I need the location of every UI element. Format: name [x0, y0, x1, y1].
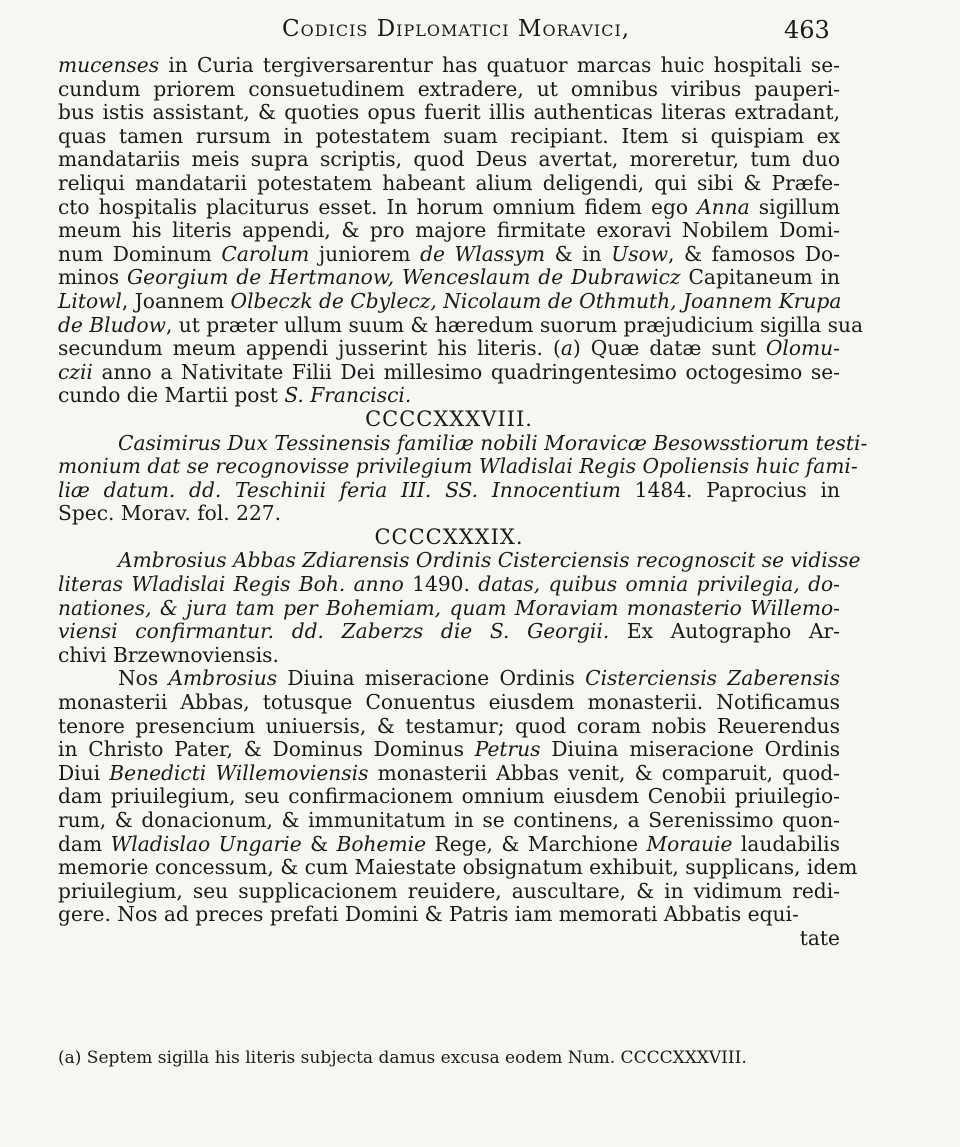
text-segment: de Wlassym — [420, 241, 546, 266]
text-segment: mucenses — [58, 53, 160, 77]
text-segment: cundum priorem consuetudinem extradere, ut omnibus viribus pauperi- — [58, 76, 840, 101]
entry-number-438: CCCCXXXVIII. — [365, 406, 533, 431]
text-segment: liæ datum. dd. Teschinii feria III. SS. Innocentium — [58, 477, 621, 502]
text-line — [58, 454, 858, 479]
text-segment: quas tamen rursum in potestatem suam recipiant. Item si quispiam ex — [58, 123, 840, 148]
text-line — [58, 644, 840, 668]
text-segment: cto hospitalis placiturus esset. In horum omnium fidem ego — [58, 194, 698, 219]
text-segment: monasterii Abbas venit, & comparuit, quod- — [368, 760, 840, 785]
text-line — [58, 833, 840, 857]
text-segment: & in — [545, 241, 612, 266]
text-segment: memorie concessum, & cum Maiestate obsignatum exhibuit, supplicans, idem — [58, 855, 858, 880]
text-segment: Ambrosius — [168, 666, 278, 691]
text-segment: laudabilis — [732, 831, 840, 856]
text-segment: , ut præter ullum suum & hæredum suorum præjudicium sigilla sua — [165, 312, 864, 337]
entry-number-439: CCCCXXXIX. — [374, 524, 524, 549]
text-segment: Bohemie — [336, 831, 427, 856]
text-segment: Rege, & Marchione — [426, 831, 647, 856]
text-segment: mandatariis meis supra scriptis, quod Deus avertat, moreretur, tum duo — [58, 147, 840, 172]
text-segment: Casimirus Dux Tessinensis familiæ nobili Moravicæ Besowsstiorum testi- — [118, 430, 868, 455]
text-segment: in Christo Pater, & Dominus Dominus — [58, 737, 475, 762]
paragraph-2 — [58, 666, 858, 927]
text-segment: Diuina miseracione Ordinis — [540, 737, 840, 762]
text-segment: Litowl — [58, 288, 122, 313]
text-segment: juniorem — [309, 241, 421, 266]
text-segment: secundum meum appendi jusserint his literis. ( — [58, 336, 561, 361]
text-line — [58, 54, 840, 78]
text-segment: Wladislao Ungarie — [110, 831, 302, 856]
text-segment: nationes, & jura tam per Bohemiam, quam Moraviam monasterio Willemo- — [58, 595, 840, 620]
text-segment: reliqui mandatarii potestatem habeant alium deligendi, qui sibi & Præfe- — [58, 170, 840, 195]
text-segment: dam — [58, 831, 111, 856]
text-segment: literas Wladislai Regis Boh. anno — [58, 572, 404, 597]
text-segment: monium dat se recognovisse privilegium Wladislai Regis Opoliensis huic fami- — [58, 454, 858, 479]
text-segment: Spec. Morav. fol. 227. — [58, 501, 282, 526]
text-segment: ) Quæ datæ sunt — [572, 336, 766, 361]
text-line — [58, 548, 861, 573]
text-segment: , Joannem — [121, 288, 231, 313]
text-segment: Olomu- — [765, 336, 841, 361]
text-line — [58, 361, 840, 385]
text-segment: tenore presencium uniuersis, & testamur; quod coram nobis Reuerendus — [58, 713, 840, 738]
text-line — [58, 172, 840, 196]
text-segment: Anna — [697, 194, 750, 219]
text-segment: sigillum — [749, 194, 841, 219]
text-line — [58, 148, 840, 172]
text-segment: gere. Nos ad preces prefati Domini & Patris iam memorati Abbatis equi- — [58, 902, 799, 927]
text-segment: Nos — [118, 666, 169, 691]
text-segment: de Bludow — [58, 312, 166, 337]
entry-438-summary — [58, 430, 868, 526]
text-segment: Diui — [58, 760, 110, 785]
running-head — [0, 14, 960, 48]
text-segment: & — [301, 831, 337, 856]
text-line — [58, 880, 840, 904]
text-segment: in Curia tergiversarentur has quatuor marcas huic hospitali se- — [159, 53, 840, 77]
text-line — [58, 125, 840, 149]
text-segment: anno a Nativitate Filii Dei millesimo quadringentesimo octogesimo se- — [92, 359, 840, 384]
text-segment: minos — [58, 265, 128, 290]
text-segment: rum, & donacionum, & immunitatum in se continens, a Serenissimo quon- — [58, 808, 840, 832]
text-segment: chivi Brzewnoviensis. — [58, 642, 279, 667]
text-segment: , & famosos Do- — [668, 241, 840, 266]
text-line — [58, 266, 840, 290]
text-segment: priuilegium, seu supplicacionem reuidere, auscultare, & in vidimum redi- — [58, 878, 840, 903]
paragraph-1 — [58, 53, 864, 408]
text-segment: Ex Autographo Ar- — [609, 619, 840, 644]
text-segment: meum his literis appendi, & pro majore firmitate exoravi Nobilem Domi- — [58, 218, 840, 243]
text-segment: S. Francisci. — [284, 383, 412, 408]
text-line — [58, 243, 840, 267]
text-line — [58, 290, 840, 314]
catchword: tate — [799, 925, 840, 950]
text-line — [58, 762, 840, 786]
text-line — [58, 903, 840, 927]
text-segment: czii — [58, 359, 93, 384]
footnote: (a) Septem sigilla his literis subjecta damus excusa eodem Num. CCCCXXXVIII. — [58, 1048, 747, 1068]
text-line — [58, 312, 864, 338]
text-segment: dam priuilegium, seu confirmacionem omnium eiusdem Cenobii priuilegio- — [58, 784, 840, 809]
text-line — [58, 573, 840, 597]
text-segment: a — [560, 336, 573, 361]
text-segment: Petrus — [474, 737, 541, 762]
text-segment: Benedicti Willemoviensis — [109, 760, 369, 785]
text-line — [58, 809, 840, 833]
text-line — [58, 101, 840, 125]
text-line — [58, 430, 868, 456]
text-segment: Olbeczk de Cbylecz, Nicolaum de Othmuth, Joannem Krupa — [230, 288, 842, 313]
text-line — [58, 384, 840, 408]
text-line — [58, 620, 840, 644]
entry-439-summary — [58, 548, 861, 667]
text-segment: 1484. Paprocius in — [620, 477, 840, 502]
text-segment: datas, quibus omnia privilegia, do- — [478, 572, 840, 597]
text-line — [58, 219, 840, 243]
text-line — [58, 502, 840, 526]
text-segment: num Dominum — [58, 241, 222, 266]
text-segment: Carolum — [221, 241, 310, 266]
text-segment: Diuina miseracione Ordinis — [277, 666, 586, 691]
text-segment: bus istis assistant, & quoties opus fuerit illis authenticas literas extradant, — [58, 100, 840, 125]
text-line — [58, 691, 840, 715]
text-segment: cundo die Martii post — [58, 383, 285, 408]
text-segment: Cisterciensis Zaberensis — [585, 666, 840, 691]
text-segment: viensi confirmantur. dd. Zaberzs die S. Georgii. — [58, 619, 610, 644]
text-line — [58, 196, 840, 220]
text-line — [58, 715, 840, 739]
text-line — [58, 785, 840, 809]
text-segment: Morauie — [646, 831, 733, 856]
text-line — [58, 78, 840, 102]
text-segment: Capitaneum in — [680, 265, 840, 290]
text-segment: Usow — [611, 241, 669, 266]
text-segment: Georgium de Hertmanow, Wenceslaum de Dubrawicz — [127, 265, 681, 290]
text-segment: Ambrosius Abbas Zdiarensis Ordinis Cisterciensis recognoscit se vidisse — [118, 548, 861, 573]
text-segment: monasterii Abbas, totusque Conuentus eiusdem monasterii. Notificamus — [58, 690, 840, 715]
text-line — [58, 597, 840, 621]
text-line — [58, 667, 840, 691]
text-line — [58, 479, 840, 503]
running-title: Codicis Diplomatici Moravici, — [282, 16, 631, 42]
text-segment: 1490. — [403, 572, 479, 597]
body-text — [58, 53, 868, 951]
page-number: 463 — [784, 16, 830, 44]
text-line — [58, 738, 840, 762]
text-line — [58, 855, 858, 880]
text-line — [58, 337, 840, 361]
